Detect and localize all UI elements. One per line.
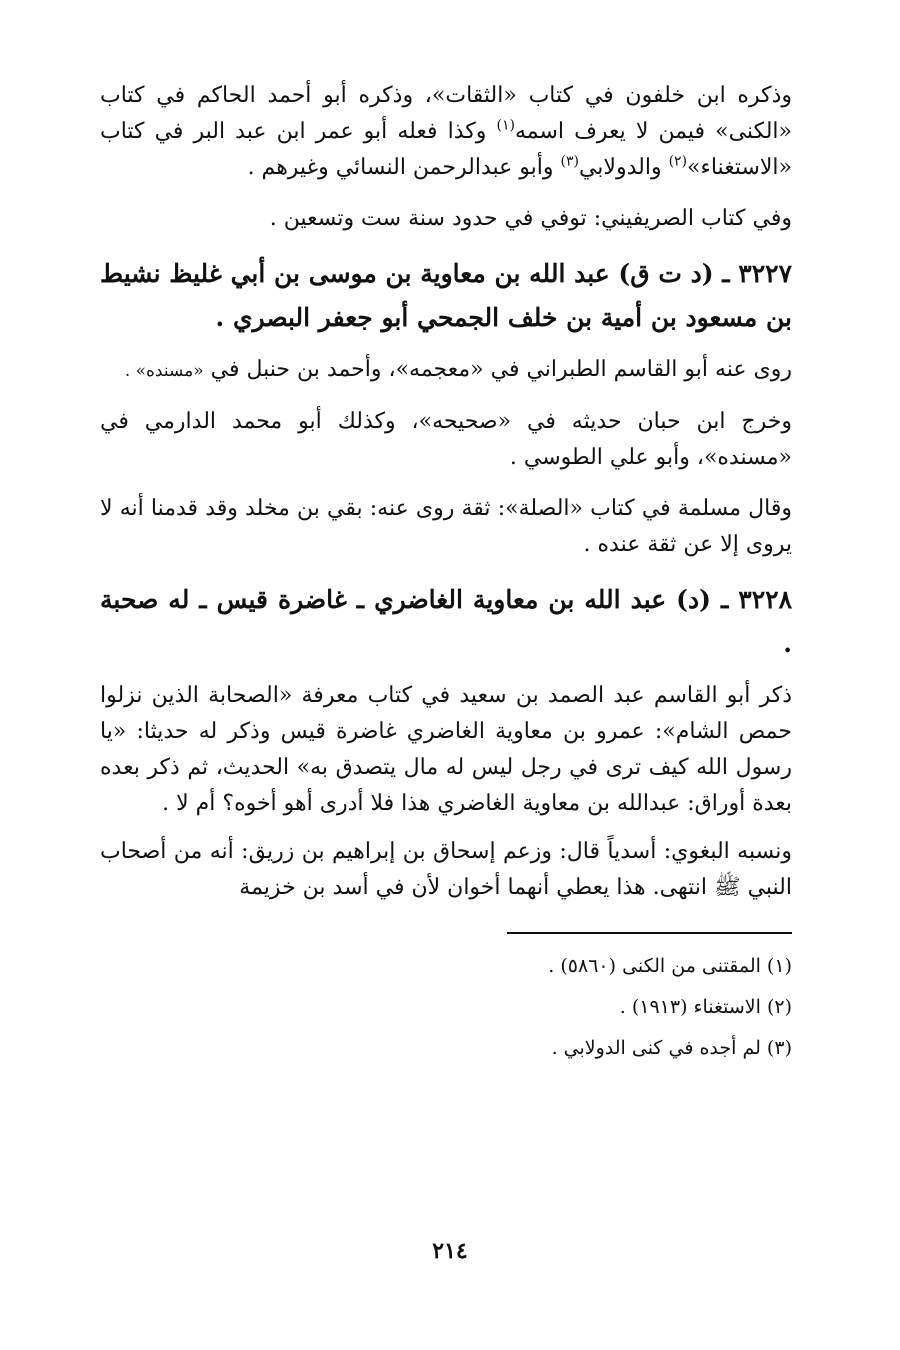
footnote-separator xyxy=(507,932,792,934)
paragraph-7: ونسبه البغوي: أسدياً قال: وزعم إسحاق بن إبراهيم بن زريق: أنه من أصحاب النبي ﷺ انتهى. هذا يعطي أنهما أخوان لأن في أسد بن خزيمة xyxy=(100,839,792,900)
paragraph-3 xyxy=(100,352,792,389)
paragraph-2: وفي كتاب الصريفيني: توفي في حدود سنة ست وتسعين . xyxy=(269,206,792,231)
paragraph-1-part-a: وذكره ابن خلفون في كتاب «الثقات»، وذكره أبو أحمد الحاكم في كتاب «الكنى» فيمن لا يعرف اسمه xyxy=(100,83,792,144)
paragraph-1 xyxy=(100,78,792,186)
paragraph-6: ذكر أبو القاسم عبد الصمد بن سعيد في كتاب معرفة «الصحابة الذين نزلوا حمص الشام»: عمرو بن معاوية الغاضري غاضرة قيس وذكر له حديثا: «يا رسول الله كيف ترى في رجل ليس له مال يتصدق به» الحديث، ثم ذكر بعده بعدة أوراق: عبدالله بن معاوية الغاضري هذا فلا أدرى أهو أخوه؟ أم لا . xyxy=(100,683,792,816)
footnote-3: (٣) لم أجده في كنى الدولابي . xyxy=(551,1037,792,1059)
paragraph-1-part-c: والدولابي xyxy=(578,155,669,180)
paragraph-5: وقال مسلمة في كتاب «الصلة»: ثقة روى عنه: بقي بن مخلد وقد قدمنا أنه لا يروى إلا عن ثقة عنده . xyxy=(100,496,792,557)
footnote-ref-2[interactable]: (٢) xyxy=(668,153,688,170)
footnote-2: (٢) الاستغناء (١٩١٣) . xyxy=(619,996,792,1018)
paragraph-4: وخرج ابن حبان حديثه في «صحيحه»، وكذلك أبو محمد الدارمي في «مسنده»، وأبو علي الطوسي . xyxy=(100,409,792,470)
footnote-ref-1[interactable]: (١) xyxy=(496,117,515,134)
page-number: ٢١٤ xyxy=(432,1238,468,1264)
paragraph-3-part-a: روى عنه أبو القاسم الطبراني في «معجمه»، وأحمد بن حنبل في xyxy=(203,357,792,382)
paragraph-1-part-b: وكذا فعله أبو عمر ابن عبد البر في كتاب «الاستغناء» xyxy=(100,119,792,180)
entry-heading-3228: ٣٢٢٨ ـ (د) عبد الله بن معاوية الغاضري ـ غاضرة قيس ـ له صحبة . xyxy=(100,585,792,658)
paragraph-3-part-b: «مسنده» . xyxy=(124,361,204,381)
footnote-ref-3[interactable]: (٣) xyxy=(560,153,579,170)
paragraph-1-part-d: وأبو عبدالرحمن النسائي وغيرهم . xyxy=(247,155,561,180)
entry-heading-3227: ٣٢٢٧ ـ (د ت ق) عبد الله بن معاوية بن موسى بن أبي غليظ نشيط بن مسعود بن أمية بن خلف الجمحي أبو جعفر البصري . xyxy=(100,259,792,332)
footnote-1: (١) المقتنى من الكنى (٥٨٦٠) . xyxy=(548,955,792,977)
